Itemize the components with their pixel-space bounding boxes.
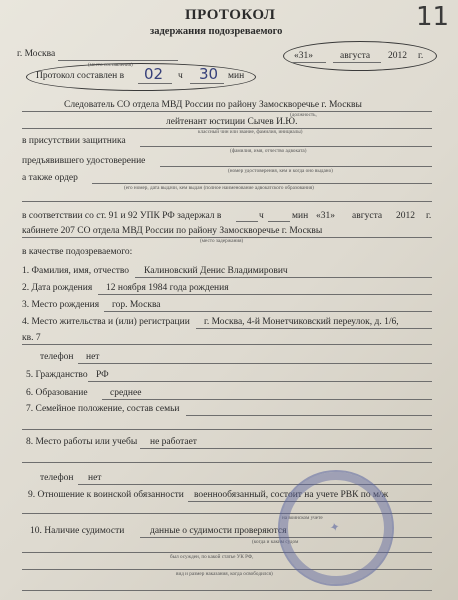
defender-line [140, 146, 432, 147]
field-birthdate-line [98, 294, 432, 295]
order-line-2 [22, 201, 432, 202]
field-criminal-value: данные о судимости проверяются [150, 526, 287, 536]
field-citizenship-label: 5. Гражданство [26, 370, 88, 380]
date-year: 2012 [388, 51, 407, 61]
field-birthplace-line [104, 311, 432, 312]
detained-text: в соответствии со ст. 91 и 92 УПК РФ задержал в [22, 211, 222, 221]
place-line [58, 60, 178, 61]
composed-hours: 02 [144, 65, 164, 83]
field-criminal-caption1: (когда и каким судом [252, 539, 299, 545]
composed-minutes-line [190, 83, 224, 84]
order-caption: (его номер, дата выдачи, кем выдан (полное наименование адвокатского образования) [124, 185, 314, 191]
field-work-label: 8. Место работы или учебы [26, 437, 138, 447]
investigator-caption2: классный чин или звание, фамилия, инициалы) [198, 129, 303, 135]
official-seal [267, 459, 405, 597]
field-birthdate-label: 2. Дата рождения [22, 283, 93, 293]
field-citizenship-value: РФ [96, 370, 109, 380]
field-family-line [186, 415, 432, 416]
investigator-line1-rule [22, 111, 432, 112]
field-work-line [140, 448, 432, 449]
investigator-line1: Следователь СО отдела МВД России по району Замоскворечье г. Москвы [64, 100, 362, 110]
field-birthplace-value: гор. Москва [112, 300, 161, 310]
field-residence-value: г. Москва, 4-й Монетчиковский переулок, д. 1/6, [204, 317, 399, 327]
date-month: августа [340, 51, 371, 61]
date-month-line [333, 62, 381, 63]
field-phone-line [78, 363, 432, 364]
document-subtitle: задержания подозреваемого [150, 26, 283, 37]
field-phone2-line [78, 484, 432, 485]
field-residence-label: 4. Место жительства и (или) регистрации [22, 317, 190, 327]
field-work-value: не работает [150, 437, 197, 447]
field-phone2-label: телефон [40, 473, 74, 483]
field-education-label: 6. Образование [26, 388, 88, 398]
detained-suffix: г. [426, 211, 432, 221]
place-caption: (место составления) [88, 62, 133, 68]
date-day: «31» [294, 51, 313, 61]
detained-place: кабинете 207 СО отдела МВД России по району Замоскворечье г. Москвы [22, 226, 323, 236]
field-name-line [135, 277, 432, 278]
date-suffix: г. [418, 51, 424, 61]
field-citizenship-line [88, 381, 432, 382]
date-day-line [292, 62, 326, 63]
composed-hours-line [138, 83, 172, 84]
certificate-line [160, 166, 432, 167]
document-title: ПРОТОКОЛ [185, 7, 276, 23]
detained-as-label: в качестве подозреваемого: [22, 247, 133, 257]
page-number: 11 [416, 2, 450, 32]
detained-m-unit: мин [292, 211, 309, 221]
field-residence-line [196, 328, 432, 329]
composed-minutes: 30 [199, 65, 219, 83]
detained-h-unit: ч [259, 211, 264, 221]
detained-year: 2012 [396, 211, 415, 221]
field-family-line2 [22, 429, 432, 430]
field-education-line [102, 399, 432, 400]
field-education-value: среднее [110, 388, 142, 398]
field-residence-value2: кв. 7 [22, 333, 41, 343]
composed-m-unit: мин [228, 71, 245, 81]
field-criminal-caption2: был осужден, по какой статье УК РФ, [170, 554, 254, 560]
field-work-line2 [22, 462, 432, 463]
field-birthplace-label: 3. Место рождения [22, 300, 100, 310]
seal-emblem-icon: ✦ [328, 519, 342, 536]
field-military-value: военнообязанный, состоит на учете РВК по м/ж [194, 490, 389, 500]
order-label: а также ордер [22, 173, 78, 183]
field-criminal-caption3: вид и размер наказания, когда освободился) [176, 571, 273, 577]
detained-minutes-line [268, 221, 290, 222]
field-family-label: 7. Семейное положение, состав семьи [26, 404, 180, 414]
detained-month: августа [352, 211, 383, 221]
field-criminal-label: 10. Наличие судимости [30, 526, 125, 536]
field-name-label: 1. Фамилия, имя, отчество [22, 266, 130, 276]
field-birthdate-value: 12 ноября 1984 года рождения [106, 283, 229, 293]
investigator-line2: лейтенант юстиции Сычев И.Ю. [166, 117, 298, 127]
field-phone2-value: нет [88, 473, 102, 483]
order-line [92, 183, 432, 184]
field-criminal-line4 [22, 590, 432, 591]
defender-label: в присутствии защитника [22, 136, 126, 146]
field-military-label: 9. Отношение к воинской обязанности [28, 490, 184, 500]
field-phone-value: нет [86, 352, 100, 362]
place-city: г. Москва [17, 49, 56, 59]
detained-place-caption: (место задержания) [200, 238, 244, 244]
field-phone-label: телефон [40, 352, 74, 362]
certificate-caption: (номер удостоверения, кем и когда оно выдано) [228, 168, 333, 174]
detained-hours-line [236, 221, 258, 222]
composed-label: Протокол составлен в [36, 71, 125, 81]
field-residence-line2 [22, 344, 432, 345]
composed-h-unit: ч [178, 71, 183, 81]
defender-caption: (фамилия, имя, отчество адвоката) [230, 148, 307, 154]
field-name-value: Калиновский Денис Владимирович [144, 266, 288, 276]
field-military-caption: на воинском учете [282, 515, 323, 521]
detained-day: «31» [316, 211, 335, 221]
certificate-label: предъявившего удостоверение [22, 156, 146, 166]
investigator-caption1: (должность, [290, 112, 317, 118]
